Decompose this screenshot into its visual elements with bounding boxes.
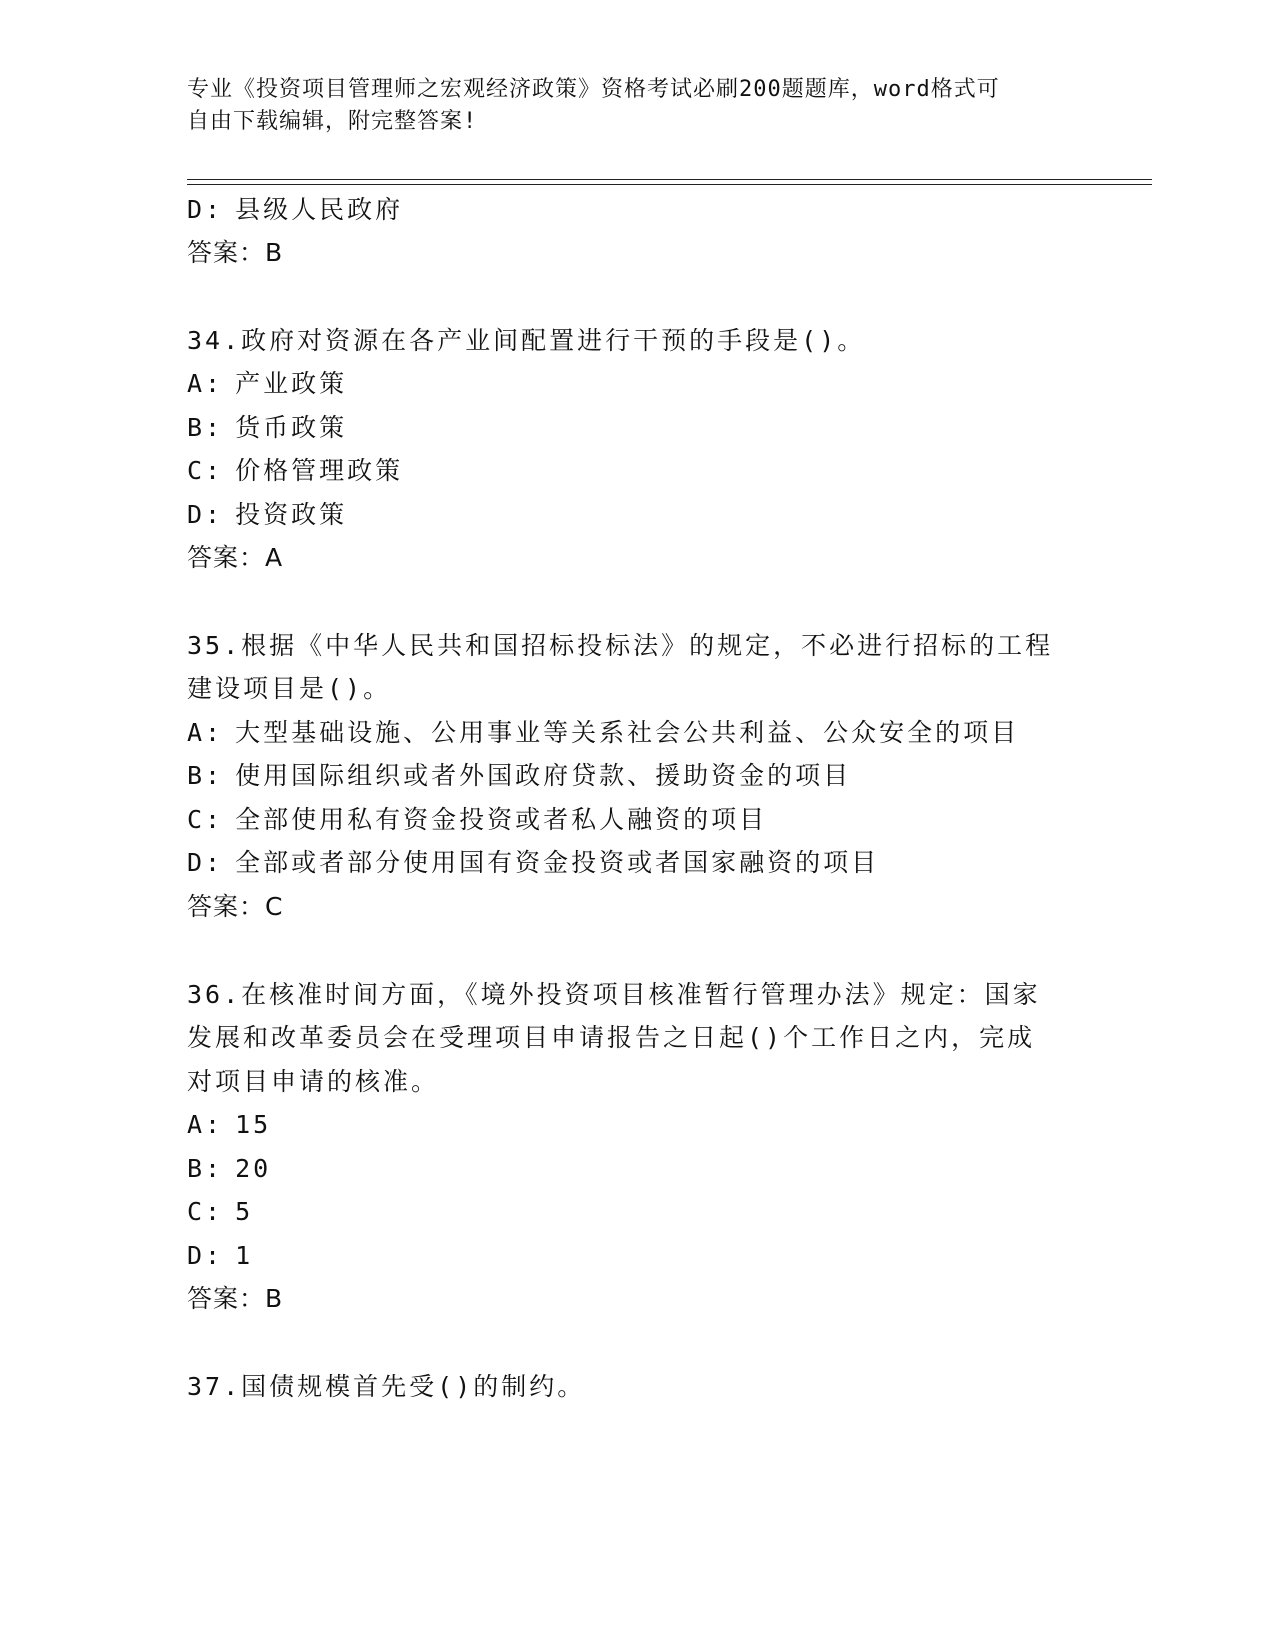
- question-36-stem-line-2: 发展和改革委员会在受理项目申请报告之日起()个工作日之内，完成: [187, 1023, 1036, 1052]
- question-34-option-b: [187, 411, 347, 445]
- question-35-option-a: [187, 716, 1019, 750]
- option-text: 使用国际组织或者外国政府贷款、援助资金的项目: [235, 761, 852, 790]
- option-label: D:: [187, 1241, 224, 1270]
- option-label: B:: [187, 1154, 224, 1183]
- option-label: A:: [187, 718, 224, 747]
- option-label: A:: [187, 369, 224, 398]
- header-line-2: 自由下载编辑，附完整答案!: [187, 109, 478, 134]
- prev-option-d: [187, 193, 403, 227]
- question-36-option-b: [187, 1152, 271, 1186]
- option-label: C:: [187, 456, 224, 485]
- header-divider-top: [187, 179, 1152, 180]
- option-text: 产业政策: [235, 369, 348, 398]
- option-text: 20: [235, 1154, 272, 1183]
- question-36-answer: 答案：B: [187, 1284, 284, 1313]
- question-36-stem-line-1: 36.在核准时间方面，《境外投资项目核准暂行管理办法》规定：国家: [187, 980, 1041, 1009]
- question-34-answer: 答案：A: [187, 543, 284, 572]
- header-divider-bottom: [187, 184, 1152, 185]
- option-text: 投资政策: [235, 500, 348, 529]
- option-label: D:: [187, 848, 224, 877]
- option-label: A:: [187, 1110, 224, 1139]
- question-36-option-a: [187, 1108, 271, 1142]
- question-35-answer: 答案：C: [187, 892, 284, 921]
- question-34-option-d: [187, 498, 347, 532]
- prev-answer: 答案：B: [187, 238, 284, 267]
- option-text: 1: [235, 1241, 254, 1270]
- option-text: 价格管理政策: [235, 456, 404, 485]
- question-34-stem-line-1: 34.政府对资源在各产业间配置进行干预的手段是()。: [187, 326, 866, 355]
- option-label: B:: [187, 413, 224, 442]
- option-text: 5: [235, 1197, 254, 1226]
- option-label: D:: [187, 195, 224, 224]
- option-label: D:: [187, 500, 224, 529]
- option-text: 货币政策: [235, 413, 348, 442]
- question-35-option-c: [187, 803, 767, 837]
- option-text: 全部或者部分使用国有资金投资或者国家融资的项目: [235, 848, 880, 877]
- question-35-option-b: [187, 759, 851, 793]
- option-label: C:: [187, 805, 224, 834]
- option-text: 全部使用私有资金投资或者私人融资的项目: [235, 805, 768, 834]
- question-34-option-c: [187, 454, 403, 488]
- question-35-stem-line-1: 35.根据《中华人民共和国招标投标法》的规定，不必进行招标的工程: [187, 631, 1054, 660]
- document-header: [187, 74, 1067, 138]
- question-34-option-a: [187, 367, 347, 401]
- question-36-stem-line-3: 对项目申请的核准。: [187, 1067, 440, 1096]
- option-label: B:: [187, 761, 224, 790]
- question-36-option-d: [187, 1239, 253, 1273]
- question-36-option-c: [187, 1195, 253, 1229]
- header-line-1: 专业《投资项目管理师之宏观经济政策》资格考试必刷200题题库，word格式可: [187, 77, 1000, 102]
- question-37-stem-line-1: 37.国债规模首先受()的制约。: [187, 1372, 586, 1401]
- option-text: 县级人民政府: [235, 195, 404, 224]
- option-label: C:: [187, 1197, 224, 1226]
- option-text: 15: [235, 1110, 272, 1139]
- option-text: 大型基础设施、公用事业等关系社会公共利益、公众安全的项目: [235, 718, 1020, 747]
- question-35-stem-line-2: 建设项目是()。: [187, 674, 392, 703]
- question-35-option-d: [187, 846, 879, 880]
